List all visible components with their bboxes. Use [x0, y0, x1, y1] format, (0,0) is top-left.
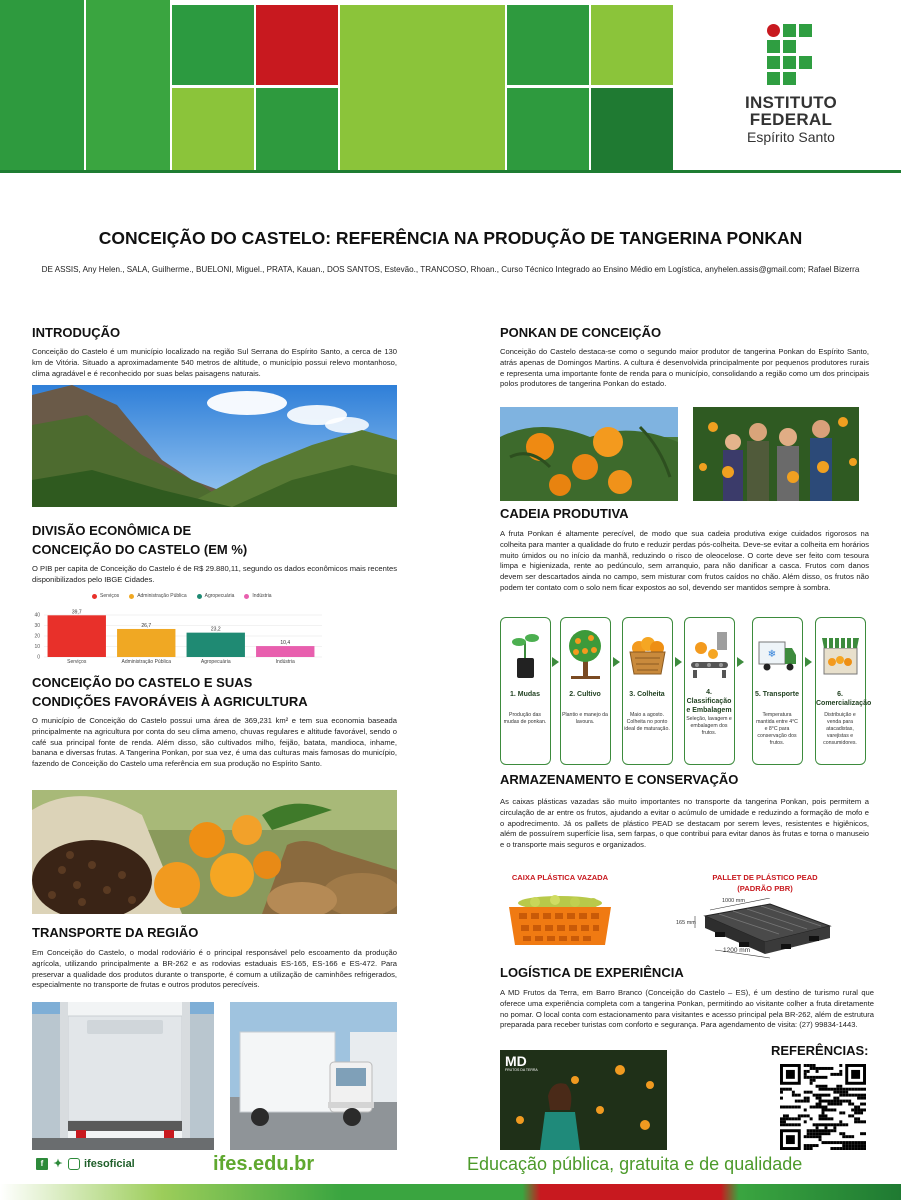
legend-label: Administração Pública — [137, 593, 187, 599]
economy-text: O PIB per capita de Conceição do Castelo é de R$ 29.880,11, segundo os dados econômicos mais recentes disponibilizados pelo IBGE Cidades. — [32, 564, 398, 584]
storage-text: As caixas plásticas vazadas são muito importantes no transporte da tangerina Ponkan, pois permitem a circulação de ar entre os frutos, ajudando a evitar o acúmulo de umidade e reduzindo a formação de mofo e o apodrecimento. Já os pallets de plástico PEAD se destacam por serem leves, resistentes e higiênicos, além de possuírem superfície lisa, sem farpas, o que contribui para evitar danos às frutas e torna o manuseio e o transporte mais seguros e organizados. — [500, 797, 869, 850]
harvest-basket-icon — [627, 624, 668, 682]
chain-step-desc: Produção das mudas de ponkan. — [503, 712, 547, 725]
social-handle[interactable]: ifesoficial — [84, 1158, 135, 1170]
experience-text: A MD Frutos da Terra, em Barro Branco (Conceição do Castelo – ES), é um destino de turismo rural que oferece uma experiência completa com a tangerina Ponkan, permitindo ao visitante colher a fruta diretamente no pomar. O local conta com estacionamento para visitantes e acesso principal pela BR-262, além de estrutura preparada para receber turistas com conforto e segurança. Para agendamento de visita: (27) 99834-1443. — [500, 988, 874, 1030]
chain-step-desc: Maio a agosto. Colheita no ponto ideal de maturação. — [624, 712, 670, 732]
orange-tree-icon — [565, 624, 606, 682]
intro-heading: INTRODUÇÃO — [32, 325, 121, 340]
x-tick-label: Agropecuária — [200, 659, 231, 665]
x-tick-label: Serviços — [67, 659, 87, 665]
chain-step-title: 5. Transporte — [755, 691, 799, 698]
legend-label: Indústria — [252, 593, 272, 599]
chain-step-desc: Seleção, lavagem e embalagem dos frutos. — [686, 716, 732, 736]
bar-value-label: 26,7 — [141, 622, 152, 629]
bar — [187, 633, 245, 657]
md-logo: MD — [505, 1053, 527, 1069]
pallet-dim-165: 165 mm — [676, 920, 696, 926]
footer — [0, 1150, 901, 1200]
pallet-label-line-2: (PADRÃO PBR) — [737, 884, 793, 893]
twitter-icon[interactable]: ✦ — [53, 1158, 63, 1170]
chain-step-title: 1. Mudas — [510, 691, 540, 698]
x-tick-label: Administração Pública — [121, 659, 171, 665]
experience-heading: LOGÍSTICA DE EXPERIÊNCIA — [500, 965, 684, 980]
poster-title: CONCEIÇÃO DO CASTELO: REFERÊNCIA NA PRODUÇÃO DE TANGERINA PONKAN — [98, 228, 803, 248]
bar-value-label: 10,4 — [280, 640, 291, 647]
bar — [48, 615, 106, 657]
svg-text:❄: ❄ — [767, 649, 777, 660]
transport-text: Em Conceição do Castelo, o modal rodoviário é o principal responsável pelo escoamento da produção agrícola, utilizando principalmente a BR-262 e as rodovias estaduais ES-165, ES-166 e ES-472. Para preservar a qualidade dos produtos durante o transporte, é comum a utilização de caminhões refrigerados, especialmente no transporte de frutas e outros produtos perecíveis. — [32, 948, 397, 990]
seedling-icon — [505, 624, 546, 682]
crops-photo — [32, 790, 397, 914]
pallet-dim-1200: 1200 mm — [723, 947, 751, 954]
x-tick-label: Indústria — [275, 659, 295, 665]
header-mosaic — [0, 0, 675, 170]
chain-step-desc: Distribuição e venda para atacadistas, varejistas e consumidores. — [823, 712, 857, 746]
header-rule — [0, 170, 901, 173]
references-qr-code[interactable] — [780, 1064, 866, 1150]
chain-step-desc: Plantio e manejo da lavoura. — [562, 712, 608, 725]
economy-bar-chart — [32, 593, 322, 665]
conditions-text: O município de Conceição do Castelo possui uma área de 369,231 km² e tem sua economia baseada principalmente na agricultura por conta do seu clima ameno, chuvas regulares e altitude favorável, sendo o café sua principal fonte de renda. Além disso, são cultivados milho, feijão, batata, mandioca, inhame, banana e diversas frutas. A Tangerina Ponkan, por sua vez, é uma das culturas mais famosas do município, fazendo de Conceição do Castelo uma referência em sua produção no Espírito Santo. — [32, 716, 397, 769]
logo-line-3: Espírito Santo — [747, 129, 835, 145]
storage-heading: ARMAZENAMENTO E CONSERVAÇÃO — [500, 772, 739, 787]
facebook-icon[interactable]: f — [36, 1158, 48, 1170]
chain-step-title: 2. Cultivo — [569, 691, 601, 698]
market-stall-icon — [820, 624, 861, 682]
y-tick-label: 0 — [37, 654, 40, 661]
instagram-icon[interactable] — [68, 1158, 80, 1170]
transport-heading: TRANSPORTE DA REGIÃO — [32, 925, 199, 940]
conditions-heading-line-2: CONDIÇÕES FAVORÁVEIS À AGRICULTURA — [32, 694, 308, 709]
chain-step-title: 6. Comercialização — [816, 691, 872, 707]
conditions-heading-line-1: CONCEIÇÃO DO CASTELO E SUAS — [32, 675, 253, 690]
chain-step-mudas — [500, 617, 551, 765]
refrigerated-truck-interior-photo — [32, 1002, 214, 1150]
pallet-dim-1000: 1000 mm — [722, 898, 745, 904]
chain-heading: CADEIA PRODUTIVA — [500, 506, 629, 521]
sorting-machine-icon — [689, 624, 730, 682]
social-links — [36, 1158, 135, 1170]
legend-label: Agropecuária — [204, 593, 235, 599]
plastic-crate-image — [505, 893, 615, 948]
economy-heading-line-1: DIVISÃO ECONÔMICA DE — [32, 523, 192, 538]
ifes-logo — [736, 24, 846, 146]
tangerine-tree-photo — [500, 407, 678, 501]
bar-value-label: 39,7 — [71, 609, 82, 616]
chain-text: A fruta Ponkan é altamente perecível, de modo que sua cadeia produtiva exige cuidados rigorosos na colheita para manter a qualidade do fruto e reduzir perdas pós-colheita. Deve-se evitar a colheita em horários muito úmidos ou no início da manhã, reduzindo o risco de oleocelose. O corte deve ser feito com tesoura limpa e higienizada, rente ao pedúnculo, sem arranquio, para não danificar a casca. Frutos com danos devem ser descartados ainda no campo, sem misturar com frutos caídos no chão. Além disso, os frutos não podem ter contato com o solo nem ficar expostos ao sol, devendo ser mantidos sempre à sombra. — [500, 529, 869, 592]
pallet-label-line-1: PALLET DE PLÁSTICO PEAD — [712, 873, 818, 882]
website-link[interactable]: ifes.edu.br — [213, 1153, 315, 1175]
chain-step-classificacao — [684, 617, 735, 765]
chain-step-comercializacao — [815, 617, 872, 765]
bar-value-label: 23,2 — [210, 626, 221, 633]
logo-line-1: INSTITUTO — [744, 93, 838, 112]
refrigerated-trucks-photo — [230, 1002, 397, 1150]
chain-step-desc: Temperatura mantida entre 4°C e 8°C para conservação dos frutos. — [756, 712, 798, 746]
bar-chart-svg — [32, 593, 322, 665]
footer-color-stripes — [0, 1184, 901, 1200]
chain-step-transporte — [752, 617, 803, 765]
y-tick-label: 10 — [34, 644, 40, 650]
ifes-logo-mark — [767, 24, 815, 88]
bar — [256, 646, 314, 657]
chain-step-cultivo — [560, 617, 611, 765]
bar — [117, 629, 175, 657]
chain-step-title: 4. Classificação e Embalagem — [686, 689, 732, 714]
legend-label: Serviços — [100, 593, 120, 599]
chain-step-colheita — [622, 617, 673, 765]
references-heading: REFERÊNCIAS: — [771, 1043, 869, 1058]
producers-family-photo — [693, 407, 859, 501]
ponkan-heading: PONKAN DE CONCEIÇÃO — [500, 325, 662, 340]
logo-line-2: FEDERAL — [749, 110, 833, 129]
mountain-landscape-photo — [32, 385, 397, 507]
intro-text: Conceição do Castelo é um município localizado na região Sul Serrana do Espírito Santo, a cerca de 130 km de Vitória. Situado a aproximadamente 540 metros de altitude, o município possui relevo montanhoso, clima agradável e é reconhecido por suas belas paisagens naturais. — [32, 347, 397, 378]
authors-line: DE ASSIS, Any Helen., SALA, Guilherme., BUELONI, Miguel., PRATA, Kauan., DOS SANTOS, Estevão., TRANCOSO, Rhoan., Curso Técnico Integrado ao Ensino Médio em Logística, anyhelen.assis@gmail.com; Rafael Bizerra — [41, 265, 860, 274]
y-tick-label: 40 — [34, 612, 40, 619]
md-logo-sub: FRUTOS DA TERRA — [505, 1068, 538, 1072]
ponkan-text: Conceição do Castelo destaca-se como o segundo maior produtor de tangerina Ponkan do Espírito Santo, atrás apenas de Domingos Martins. A cultura é desenvolvida principalmente por pequenos produtores rurais e representa uma importante fonte de renda para o município, consolidando a região como um dos principais polos produtores de tangerina Ponkan do estado. — [500, 347, 869, 389]
production-chain-diagram — [500, 617, 870, 765]
y-tick-label: 20 — [34, 633, 40, 640]
economy-heading-line-2: CONCEIÇÃO DO CASTELO (EM %) — [32, 542, 248, 557]
plastic-pallet-diagram — [675, 898, 850, 960]
md-frutos-da-terra-photo — [500, 1050, 667, 1150]
crate-label: CAIXA PLÁSTICA VAZADA — [511, 873, 609, 882]
y-tick-label: 30 — [34, 623, 40, 629]
chain-step-title: 3. Colheita — [629, 691, 665, 698]
footer-slogan: Educação pública, gratuita e de qualidade — [467, 1154, 803, 1174]
refrigerated-truck-icon — [757, 624, 798, 682]
